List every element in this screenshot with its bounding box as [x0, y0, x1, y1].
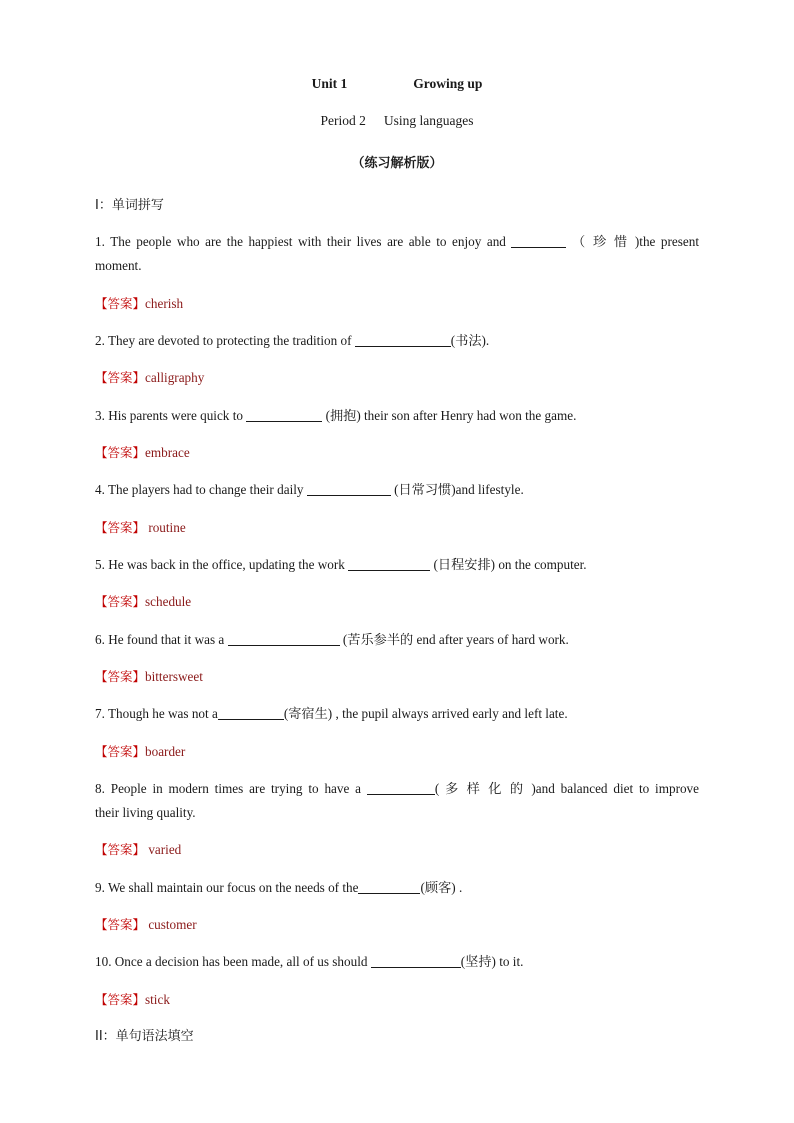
answer-blank — [218, 705, 284, 720]
answer-tag: 【答案】 — [95, 992, 146, 1007]
period-title — [0, 113, 794, 129]
answer-4 — [95, 516, 699, 540]
answer-blank — [355, 332, 451, 347]
answer-value: cherish — [145, 296, 184, 311]
question-8-continued: their living quality. — [95, 805, 196, 820]
answer-tag: 【答案】 — [95, 520, 146, 535]
section-2-title: II：单句语法填空 — [95, 1029, 194, 1044]
answer-blank — [511, 233, 566, 248]
answer-blank — [348, 556, 430, 571]
answer-value: calligraphy — [145, 370, 205, 385]
answer-value: embrace — [145, 445, 190, 460]
answer-tag: 【答案】 — [95, 594, 146, 609]
answer-3 — [95, 441, 699, 465]
question-9: 9. We shall maintain our focus on the needs of the (顾客) . — [95, 880, 463, 895]
answer-value: customer — [145, 917, 197, 932]
answer-5 — [95, 590, 699, 614]
answer-blank — [246, 407, 322, 422]
unit-label: Unit 1 — [311, 76, 348, 91]
question-3: 3. His parents were quick to (拥抱) their son after Henry had won the game. — [95, 408, 577, 423]
answer-6 — [95, 665, 699, 689]
answer-value: boarder — [145, 744, 186, 759]
answer-tag: 【答案】 — [95, 445, 146, 460]
answer-2 — [95, 366, 699, 390]
unit-title — [0, 76, 794, 92]
question-1: 1. The people who are the happiest with their lives are able to enjoy and （ 珍 惜 )the present — [95, 234, 700, 249]
answer-tag: 【答案】 — [95, 842, 146, 857]
answer-10 — [95, 988, 699, 1012]
answer-tag: 【答案】 — [95, 669, 146, 684]
answer-blank — [228, 631, 340, 646]
answer-blank — [371, 953, 461, 968]
answer-9 — [95, 913, 699, 937]
question-1-continued: moment. — [95, 258, 142, 273]
answer-blank — [358, 879, 420, 894]
answer-value: stick — [145, 992, 170, 1007]
answer-tag: 【答案】 — [95, 370, 146, 385]
answer-tag: 【答案】 — [95, 917, 146, 932]
answer-blank — [307, 481, 391, 496]
answer-8 — [95, 838, 699, 862]
period-name: Using languages — [383, 113, 474, 128]
answer-7 — [95, 740, 699, 764]
question-7: 7. Though he was not a (寄宿生) , the pupil always arrived early and left late. — [95, 706, 568, 721]
section-1-title: I：单词拼写 — [95, 198, 164, 213]
answer-value: bittersweet — [145, 669, 203, 684]
answer-value: routine — [145, 520, 186, 535]
answer-tag: 【答案】 — [95, 296, 146, 311]
question-2: 2. They are devoted to protecting the tradition of (书法). — [95, 333, 490, 348]
answer-value: schedule — [145, 594, 192, 609]
subtitle: （练习解析版） — [351, 156, 443, 171]
question-10: 10. Once a decision has been made, all of us should (坚持) to it. — [95, 954, 524, 969]
question-6: 6. He found that it was a (苦乐参半的 end after years of hard work. — [95, 632, 569, 647]
period-label: Period 2 — [320, 113, 366, 128]
answer-1 — [95, 292, 699, 316]
answer-tag: 【答案】 — [95, 744, 146, 759]
question-8: 8. People in modern times are trying to have a ( 多 样 化 的 )and balanced diet to improve — [95, 781, 700, 796]
answer-value: varied — [145, 842, 182, 857]
answer-blank — [367, 780, 435, 795]
question-4: 4. The players had to change their daily (日常习惯)and lifestyle. — [95, 482, 524, 497]
unit-name: Growing up — [413, 76, 483, 91]
question-5: 5. He was back in the office, updating the work (日程安排) on the computer. — [95, 557, 587, 572]
